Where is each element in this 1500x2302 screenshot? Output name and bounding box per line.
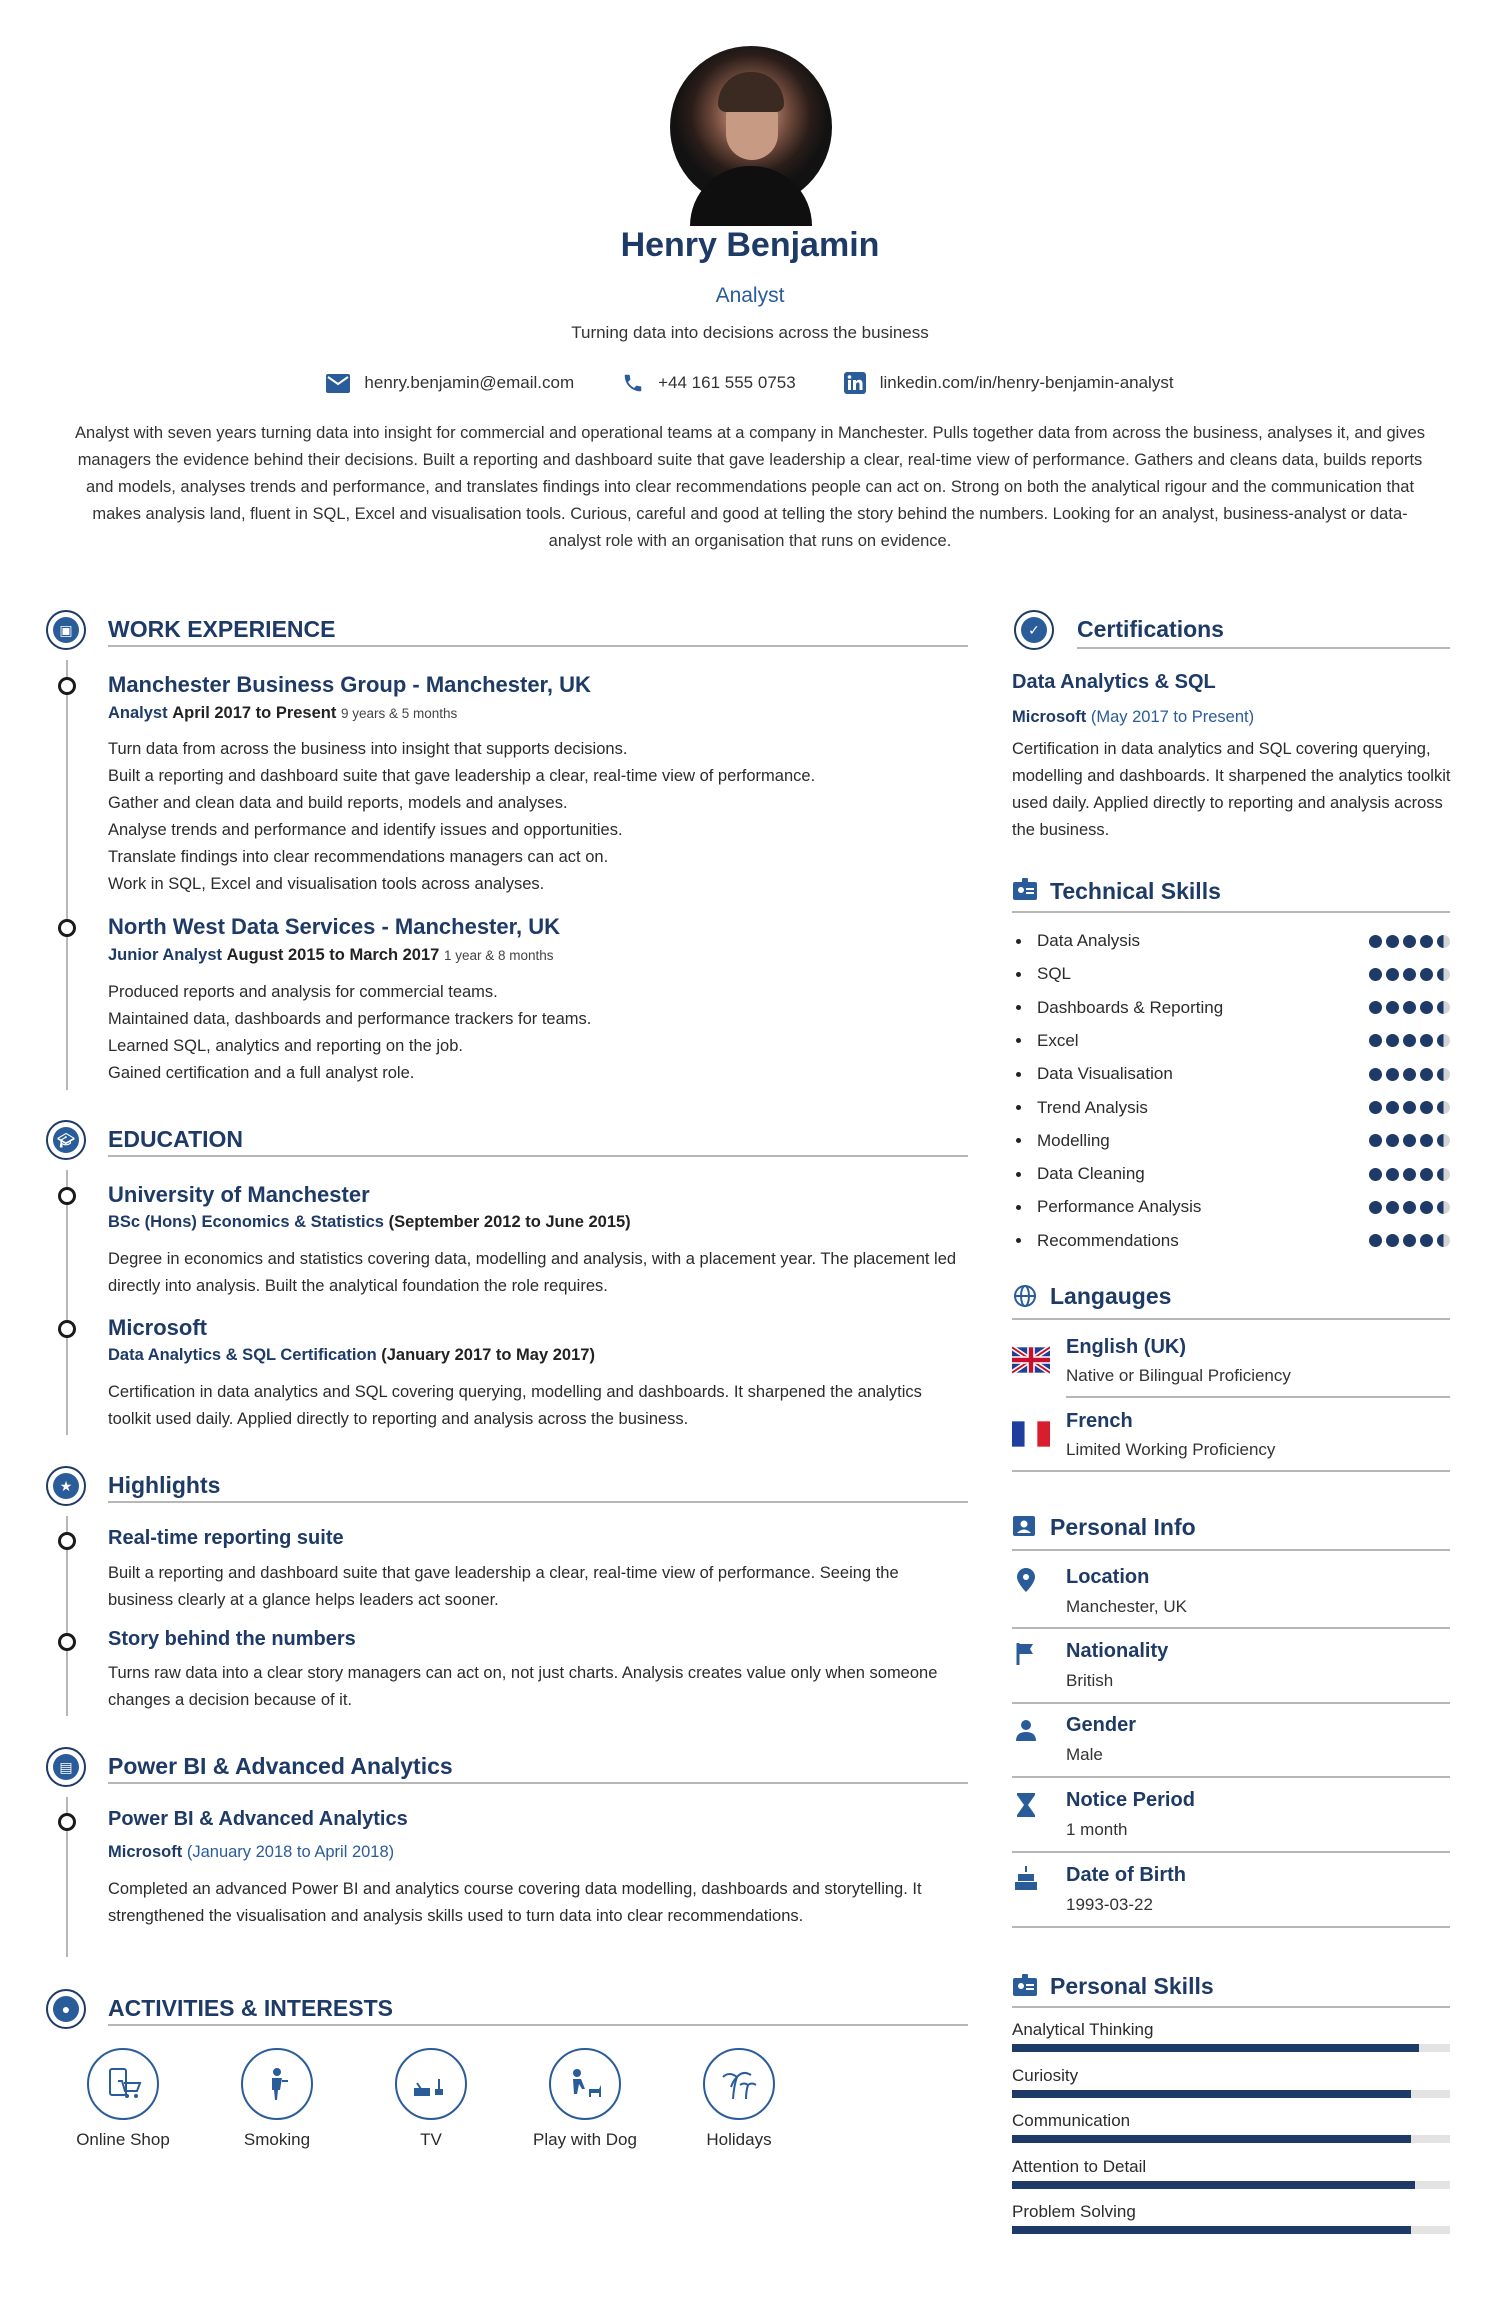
- rating-dot: [1369, 1168, 1382, 1181]
- personal-skill-name: Communication: [1012, 2111, 1131, 2130]
- job-bullet: Analyse trends and performance and identify issues and opportunities.: [108, 821, 623, 839]
- rating-dot: [1437, 968, 1450, 981]
- info-label: Date of Birth: [1066, 1864, 1186, 1886]
- course-provider: Microsoft: [108, 1843, 183, 1861]
- personal-skill-name: Attention to Detail: [1012, 2156, 1147, 2176]
- candidate-name: Henry Benjamin: [620, 226, 880, 264]
- rating-dot: [1420, 1101, 1433, 1114]
- job-bullet: Gather and clean data and build reports, models and analyses.: [108, 794, 568, 812]
- technical-skill-name: Data Cleaning: [1037, 1164, 1145, 1184]
- course-description: Completed an advanced Power BI and analytics course covering data modelling, dashboards and storytelling. It strengthened the visualisation and analysis skills used to turn data into clear recommendations.: [108, 1880, 922, 1925]
- personal-skill-name: Problem Solving: [1012, 2202, 1136, 2221]
- certifications-divider: [1077, 647, 1450, 649]
- rating-dot: [1403, 968, 1416, 981]
- technical-skill-row: [1016, 1196, 1450, 1218]
- activities-section-icon: [46, 1989, 86, 2029]
- technical-skill-row: [1016, 1063, 1450, 1085]
- rating-dot: [1369, 1101, 1382, 1114]
- activity-label: TV: [420, 2130, 442, 2149]
- job-duration: 1 year & 8 months: [443, 948, 554, 963]
- job-bullet: Turn data from across the business into insight that supports decisions.: [108, 740, 628, 758]
- job-role: Analyst: [108, 704, 168, 722]
- rating-dot: [1386, 935, 1399, 948]
- technical-skill-row: [1016, 1163, 1450, 1185]
- info-value: 1 month: [1066, 1820, 1128, 1839]
- info-divider: [1012, 1627, 1450, 1629]
- education-description: Certification in data analytics and SQL covering querying, modelling and dashboards. It sharpened the analytics toolkit used daily. Applied directly to reporting and analysis across the business.: [108, 1383, 922, 1428]
- activity-play-with-dog: [530, 2048, 640, 2150]
- info-divider: [1012, 1776, 1450, 1778]
- languages-divider: [1012, 1318, 1450, 1320]
- skill-rating: [1369, 935, 1450, 948]
- education-divider: [108, 1155, 968, 1157]
- course-section-icon: [46, 1747, 86, 1787]
- education-description: Degree in economics and statistics covering data, modelling and analysis, with a placement year. The placement led directly into analysis. Built the analytical foundation the role requires.: [108, 1250, 957, 1295]
- rating-dot: [1437, 1201, 1450, 1214]
- skill-rating: [1369, 1201, 1450, 1214]
- job-bullets: [108, 736, 968, 898]
- location-pin-icon: [1014, 1568, 1038, 1592]
- rating-dot: [1403, 1134, 1416, 1147]
- activity-holidays: [684, 2048, 794, 2150]
- rating-dot: [1403, 1034, 1416, 1047]
- education-meta: [108, 1346, 595, 1365]
- education-dates: (September 2012 to June 2015): [388, 1213, 631, 1231]
- job-meta: [108, 946, 554, 965]
- course-dates: (January 2018 to April 2018): [186, 1843, 395, 1861]
- rating-dot: [1369, 1201, 1382, 1214]
- course-title: Power BI & Advanced Analytics: [108, 1808, 408, 1830]
- language-divider: [1012, 1470, 1450, 1472]
- activity-label: Play with Dog: [533, 2130, 637, 2149]
- profile-summary: Analyst with seven years turning data into insight for commercial and operational teams at a company in Manchester. Pulls together data from across the business, analyses it, and gives managers the evidence behind their decisions. Built a reporting and dashboard suite that gave leadership a clear, real-time view of performance. Gathers and cleans data, builds reports and models, analyses trends and performance, and translates findings into clear recommendations people can act on. Strong on both the analytical rigour and the communication that makes analysis land, fluent in SQL, Excel and visualisation tools. Curious, careful and good at telling the story behind the numbers. Looking for an analyst, business-analyst or data-analyst role with an organisation that runs on evidence.: [74, 424, 1426, 550]
- technical-skill-name: Modelling: [1037, 1130, 1110, 1150]
- rating-dot: [1420, 1034, 1433, 1047]
- book-icon: ▤: [53, 1754, 79, 1780]
- job-bullet: Translate findings into clear recommendations managers can act on.: [108, 848, 609, 866]
- timeline-dot: [58, 1187, 76, 1205]
- graduation-cap-icon: 🎓︎: [53, 1127, 79, 1153]
- job-dates: August 2015 to March 2017: [226, 946, 440, 964]
- technical-skill-name: Excel: [1037, 1030, 1079, 1050]
- work-heading: WORK EXPERIENCE: [108, 616, 336, 642]
- rating-dot: [1386, 1168, 1399, 1181]
- rating-dot: [1437, 935, 1450, 948]
- bullet: [1016, 1005, 1021, 1010]
- bullet: [1016, 1205, 1021, 1210]
- bullet: [1016, 1138, 1021, 1143]
- rating-dot: [1403, 1068, 1416, 1081]
- technical-skill-row: [1016, 1030, 1450, 1052]
- technical-skill-row: [1016, 1130, 1450, 1152]
- skill-bar-fill: [1012, 2181, 1415, 2189]
- skill-rating: [1369, 1034, 1450, 1047]
- palette-icon: ●: [53, 1996, 79, 2022]
- course-meta: [108, 1843, 394, 1862]
- job-bullet: Maintained data, dashboards and performance trackers for teams.: [108, 1010, 592, 1028]
- rating-dot: [1386, 1201, 1399, 1214]
- highlight-title: Story behind the numbers: [108, 1628, 356, 1650]
- education-heading: EDUCATION: [108, 1126, 244, 1152]
- activity-label: Holidays: [706, 2130, 772, 2149]
- education-timeline: [66, 1170, 68, 1435]
- course-divider: [108, 1782, 968, 1784]
- rating-dot: [1386, 968, 1399, 981]
- france-flag: [1012, 1420, 1050, 1448]
- info-value: Male: [1066, 1745, 1103, 1764]
- activity-label: Smoking: [243, 2130, 311, 2149]
- skill-rating: [1369, 1168, 1450, 1181]
- work-divider: [108, 645, 968, 647]
- cake-icon: [1014, 1866, 1038, 1890]
- profile-photo: [670, 46, 832, 208]
- rating-dot: [1369, 1068, 1382, 1081]
- person-smoking-icon: [258, 2065, 296, 2103]
- timeline-dot: [58, 1320, 76, 1338]
- technical-skills-divider: [1012, 911, 1450, 913]
- rating-dot: [1403, 1234, 1416, 1247]
- rating-dot: [1437, 1134, 1450, 1147]
- technical-skill-name: Performance Analysis: [1037, 1197, 1202, 1217]
- technical-skill-name: Dashboards & Reporting: [1037, 997, 1224, 1017]
- id-badge-icon: [1013, 878, 1037, 900]
- bullet: [1016, 939, 1021, 944]
- rating-dot: [1369, 1234, 1382, 1247]
- technical-skill-row: [1016, 997, 1450, 1019]
- info-value: 1993-03-22: [1066, 1895, 1153, 1914]
- rating-dot: [1386, 1001, 1399, 1014]
- technical-skill-row: [1016, 930, 1450, 952]
- shopping-cart-icon: [104, 2065, 142, 2103]
- education-degree: BSc (Hons) Economics & Statistics: [108, 1213, 384, 1231]
- rating-dot: [1420, 935, 1433, 948]
- activity-label: Online Shop: [76, 2130, 170, 2149]
- bullet: [1016, 1072, 1021, 1077]
- skill-bar-track: [1012, 2044, 1450, 2052]
- personal-info-heading: Personal Info: [1050, 1514, 1196, 1540]
- education-degree: Data Analytics & SQL Certification: [108, 1346, 377, 1364]
- timeline-dot: [58, 1633, 76, 1651]
- rating-dot: [1386, 1034, 1399, 1047]
- rating-dot: [1386, 1234, 1399, 1247]
- personal-skills-divider: [1012, 2006, 1450, 2008]
- tv-lounge-icon: [411, 2065, 451, 2103]
- education-school: University of Manchester: [108, 1182, 370, 1207]
- skill-rating: [1369, 1001, 1450, 1014]
- hourglass-icon: [1014, 1793, 1038, 1817]
- email-icon: [326, 374, 350, 393]
- star-badge-icon: ★: [53, 1473, 79, 1499]
- skill-rating: [1369, 1234, 1450, 1247]
- skill-rating: [1369, 1134, 1450, 1147]
- technical-skill-row: [1016, 1097, 1450, 1119]
- education-meta: [108, 1213, 631, 1232]
- linkedin-contact[interactable]: [844, 372, 1174, 394]
- email-contact[interactable]: [326, 372, 574, 394]
- linkedin-icon: [844, 372, 866, 394]
- personal-skill-name: Curiosity: [1012, 2065, 1079, 2085]
- activity-online-shop: [68, 2048, 178, 2150]
- rating-dot: [1437, 1068, 1450, 1081]
- job-bullet: Work in SQL, Excel and visualisation tools across analyses.: [108, 875, 545, 893]
- tagline: Turning data into decisions across the business: [571, 323, 929, 342]
- job-bullets: [108, 979, 968, 1087]
- rating-dot: [1420, 1168, 1433, 1181]
- rating-dot: [1437, 1234, 1450, 1247]
- rating-dot: [1369, 1001, 1382, 1014]
- timeline-dot: [58, 919, 76, 937]
- dog-play-icon: [565, 2065, 605, 2103]
- technical-skill-name: Data Visualisation: [1037, 1064, 1173, 1084]
- personal-skills-heading: Personal Skills: [1050, 1973, 1214, 1999]
- timeline-dot: [58, 1532, 76, 1550]
- technical-skill-name: SQL: [1037, 964, 1072, 984]
- bullet: [1016, 1038, 1021, 1043]
- job-dates: April 2017 to Present: [172, 704, 337, 722]
- flag-icon: [1014, 1642, 1038, 1666]
- certification-dates: (May 2017 to Present): [1090, 708, 1255, 726]
- rating-dot: [1403, 935, 1416, 948]
- candidate-title: Analyst: [715, 284, 785, 307]
- phone-contact[interactable]: [622, 372, 796, 394]
- skill-rating: [1369, 1068, 1450, 1081]
- info-value: Manchester, UK: [1066, 1597, 1187, 1616]
- certification-description: Certification in data analytics and SQL covering querying, modelling and dashboards. It sharpened the analytics toolkit used daily. Applied directly to reporting and analysis across the business.: [1012, 740, 1451, 839]
- globe-icon: [1013, 1284, 1037, 1308]
- email-text: henry.benjamin@email.com: [364, 373, 575, 392]
- linkedin-text: linkedin.com/in/henry-benjamin-analyst: [879, 373, 1174, 392]
- language-name: English (UK): [1066, 1336, 1186, 1358]
- skill-bar-track: [1012, 2090, 1450, 2098]
- highlights-section-icon: [46, 1466, 86, 1506]
- job-bullet: Learned SQL, analytics and reporting on the job.: [108, 1037, 463, 1055]
- bullet: [1016, 972, 1021, 977]
- rating-dot: [1386, 1068, 1399, 1081]
- work-timeline: [66, 660, 68, 1090]
- bullet: [1016, 1172, 1021, 1177]
- languages-heading: Langauges: [1050, 1283, 1172, 1309]
- technical-skill-name: Trend Analysis: [1037, 1097, 1148, 1117]
- job-bullet: Produced reports and analysis for commercial teams.: [108, 983, 498, 1001]
- skill-rating: [1369, 1101, 1450, 1114]
- contact-bar: [0, 372, 1500, 394]
- education-section-icon: [46, 1120, 86, 1160]
- job-bullet: Gained certification and a full analyst role.: [108, 1064, 415, 1082]
- technical-skill-row: [1016, 963, 1450, 985]
- technical-skill-name: Recommendations: [1037, 1230, 1179, 1250]
- highlight-title: Real-time reporting suite: [108, 1527, 344, 1549]
- rating-dot: [1369, 1034, 1382, 1047]
- rating-dot: [1369, 935, 1382, 948]
- rating-dot: [1403, 1101, 1416, 1114]
- timeline-dot: [58, 1813, 76, 1831]
- rating-dot: [1386, 1101, 1399, 1114]
- rating-dot: [1437, 1001, 1450, 1014]
- skill-bar-fill: [1012, 2135, 1411, 2143]
- language-level: Native or Bilingual Proficiency: [1066, 1366, 1291, 1385]
- rating-dot: [1420, 1001, 1433, 1014]
- skill-bar-fill: [1012, 2044, 1419, 2052]
- technical-skill-row: [1016, 1230, 1450, 1252]
- job-company: Manchester Business Group - Manchester, UK: [108, 672, 591, 697]
- rating-dot: [1437, 1034, 1450, 1047]
- job-bullet: Built a reporting and dashboard suite that gave leadership a clear, real-time view of performance.: [108, 767, 816, 785]
- info-label: Gender: [1066, 1714, 1137, 1736]
- rating-dot: [1437, 1168, 1450, 1181]
- skill-bar-track: [1012, 2181, 1450, 2189]
- language-level: Limited Working Proficiency: [1066, 1440, 1276, 1459]
- briefcase-icon: ▣: [53, 617, 79, 643]
- job-company: North West Data Services - Manchester, UK: [108, 914, 560, 939]
- personal-skill-name: Analytical Thinking: [1012, 2020, 1154, 2039]
- skill-rating: [1369, 968, 1450, 981]
- technical-skills-heading: Technical Skills: [1050, 878, 1221, 904]
- info-divider: [1012, 1926, 1450, 1928]
- education-school: Microsoft: [108, 1315, 207, 1340]
- info-divider: [1012, 1702, 1450, 1704]
- education-dates: (January 2017 to May 2017): [381, 1346, 595, 1364]
- info-label: Location: [1066, 1566, 1150, 1588]
- skill-bar-track: [1012, 2226, 1450, 2234]
- rating-dot: [1403, 1168, 1416, 1181]
- uk-flag: [1012, 1346, 1050, 1374]
- rating-dot: [1386, 1134, 1399, 1147]
- rating-dot: [1420, 1201, 1433, 1214]
- bullet: [1016, 1238, 1021, 1243]
- activity-smoking: [222, 2048, 332, 2150]
- personal-info-divider: [1012, 1549, 1450, 1551]
- certifications-heading: Certifications: [1077, 616, 1224, 642]
- timeline-dot: [58, 677, 76, 695]
- info-label: Nationality: [1066, 1640, 1169, 1662]
- highlights-divider: [108, 1501, 968, 1503]
- job-role: Junior Analyst: [108, 946, 222, 964]
- phone-text: +44 161 555 0753: [658, 373, 796, 392]
- certification-title: Data Analytics & SQL: [1012, 671, 1216, 693]
- language-divider: [1066, 1396, 1450, 1398]
- skill-bar-fill: [1012, 2090, 1411, 2098]
- rating-dot: [1403, 1001, 1416, 1014]
- highlight-description: Built a reporting and dashboard suite that gave leadership a clear, real-time view of performance. Seeing the business clearly at a glance helps leaders act sooner.: [108, 1564, 899, 1609]
- rating-dot: [1420, 1068, 1433, 1081]
- certifications-section-icon: [1014, 610, 1054, 650]
- language-name: French: [1066, 1410, 1133, 1432]
- verified-badge-icon: ✓: [1021, 617, 1047, 643]
- course-heading: Power BI & Advanced Analytics: [108, 1753, 453, 1779]
- job-duration: 9 years & 5 months: [340, 706, 458, 721]
- activities-heading: ACTIVITIES & INTERESTS: [108, 1995, 393, 2021]
- rating-dot: [1437, 1101, 1450, 1114]
- activity-tv: [376, 2048, 486, 2150]
- id-badge-icon: [1013, 1974, 1037, 1996]
- rating-dot: [1369, 1134, 1382, 1147]
- info-label: Notice Period: [1066, 1789, 1195, 1811]
- person-icon: [1014, 1718, 1038, 1742]
- rating-dot: [1420, 1234, 1433, 1247]
- phone-icon: [622, 372, 644, 394]
- activities-divider: [108, 2024, 968, 2026]
- highlights-heading: Highlights: [108, 1472, 221, 1498]
- certification-provider: Microsoft: [1012, 708, 1087, 726]
- rating-dot: [1403, 1201, 1416, 1214]
- contact-card-icon: [1013, 1514, 1037, 1536]
- info-divider: [1012, 1851, 1450, 1853]
- palm-tree-icon: [720, 2065, 758, 2103]
- certification-meta: [1012, 708, 1254, 727]
- work-section-icon: [46, 610, 86, 650]
- job-meta: [108, 704, 457, 723]
- info-value: British: [1066, 1671, 1114, 1690]
- skill-bar-fill: [1012, 2226, 1411, 2234]
- technical-skill-name: Data Analysis: [1037, 931, 1140, 950]
- rating-dot: [1369, 968, 1382, 981]
- highlight-description: Turns raw data into a clear story managers can act on, not just charts. Analysis creates value only when someone changes a decision because of it.: [108, 1664, 938, 1709]
- skill-bar-track: [1012, 2135, 1450, 2143]
- rating-dot: [1420, 968, 1433, 981]
- bullet: [1016, 1105, 1021, 1110]
- rating-dot: [1420, 1134, 1433, 1147]
